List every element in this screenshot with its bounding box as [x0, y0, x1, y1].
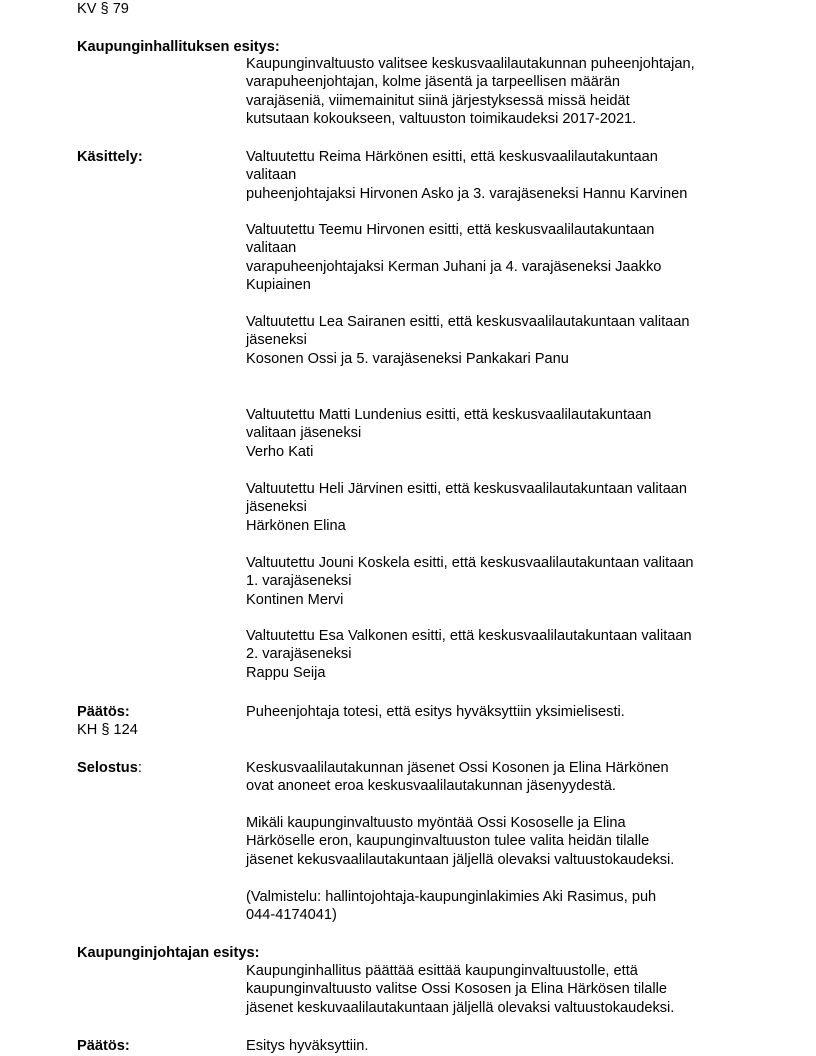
kh-section-ref: KH § 124: [77, 722, 138, 738]
kasittely-paragraph-4: [246, 406, 651, 461]
kasittely-paragraph-1: [246, 148, 687, 203]
text-line: valitaan: [246, 240, 297, 257]
selostus-label-text: Selostus: [77, 760, 138, 776]
kasittely-paragraph-3: [246, 313, 690, 368]
kasittely-paragraph-2: [246, 221, 661, 295]
kasittely-paragraph-5: [246, 480, 687, 535]
text-line: Valtuutettu Teemu Hirvonen esitti, että keskusvaalilautakuntaan: [246, 222, 655, 238]
text-line: Valtuutettu Heli Järvinen esitti, että keskusvaalilautakuntaan valitaan: [246, 481, 688, 497]
text-line: valitaan jäseneksi: [246, 425, 362, 442]
text-line: Härköselle eron, kaupunginvaltuuston tulee valita heidän tilalle: [246, 833, 650, 850]
paatos-2-text: Esitys hyväksyttiin.: [246, 1038, 369, 1054]
text-line: Valtuutettu Matti Lundenius esitti, että keskusvaalilautakuntaan: [246, 407, 652, 423]
text-line: varapuheenjohtajaksi Kerman Juhani ja 4. varajäseneksi Jaakko: [246, 258, 662, 275]
kj-proposal-text: [246, 962, 674, 1017]
selostus-colon: :: [137, 760, 142, 776]
text-line: jäsenet kekusvaalilautakuntaan jäljellä olevaksi valtuustokaudeksi.: [246, 851, 675, 868]
kasittely-paragraph-7: [246, 627, 692, 682]
text-line: jäseneksi: [246, 332, 307, 349]
text-line: Valtuutettu Esa Valkonen esitti, että keskusvaalilautakuntaan valitaan: [246, 628, 692, 644]
text-line: Valtuutettu Reima Härkönen esitti, että keskusvaalilautakuntaan: [246, 149, 658, 165]
kh-proposal-text: [246, 55, 695, 129]
kj-proposal-label: Kaupunginjohtajan esitys:: [77, 945, 260, 961]
kh-proposal-label: Kaupunginhallituksen esitys:: [77, 39, 280, 55]
paatos-1-label: Päätös:: [77, 704, 130, 720]
text-line: Keskusvaalilautakunnan jäsenet Ossi Kosonen ja Elina Härkönen: [246, 760, 669, 776]
text-line: Verho Kati: [246, 443, 314, 460]
text-line: Kontinen Mervi: [246, 591, 344, 608]
text-line: 1. varajäseneksi: [246, 573, 352, 590]
text-line: Kosonen Ossi ja 5. varajäseneksi Pankakari Panu: [246, 350, 569, 367]
text-line: 2. varajäseneksi: [246, 646, 352, 663]
kasittely-paragraph-6: [246, 554, 694, 609]
selostus-paragraph-2: [246, 814, 674, 869]
kv-section-ref: KV § 79: [77, 1, 129, 17]
text-line: puheenjohtajaksi Hirvonen Asko ja 3. varajäseneksi Hannu Karvinen: [246, 185, 688, 202]
text-line: kutsutaan kokoukseen, valtuuston toimikaudeksi 2017-2021.: [246, 111, 637, 128]
text-line: jäsenet keskuvaalilautakuntaan jäljellä olevaksi valtuustokaudeksi.: [246, 999, 675, 1016]
selostus-label: [77, 759, 142, 777]
paatos-1-text: Puheenjohtaja totesi, että esitys hyväksyttiin yksimielisesti.: [246, 704, 625, 720]
text-line: valitaan: [246, 167, 297, 184]
text-line: kaupunginvaltuusto valitse Ossi Kososen ja Elina Härkösen tilalle: [246, 981, 668, 998]
text-line: (Valmistelu: hallintojohtaja-kaupunginlakimies Aki Rasimus, puh: [246, 889, 657, 905]
selostus-paragraph-1: [246, 759, 669, 796]
kasittely-label: Käsittely:: [77, 149, 143, 165]
text-line: 044-4174041): [246, 907, 337, 924]
text-line: Kaupunginvaltuusto valitsee keskusvaalilautakunnan puheenjohtajan,: [246, 56, 695, 72]
paatos-2-label: Päätös:: [77, 1038, 130, 1054]
selostus-paragraph-3: [246, 888, 656, 925]
text-line: Valtuutettu Lea Sairanen esitti, että keskusvaalilautakuntaan valitaan: [246, 314, 690, 330]
text-line: varapuheenjohtajan, kolme jäsentä ja tarpeellisen määrän: [246, 74, 621, 91]
text-line: ovat anoneet eroa keskusvaalilautakunnan jäsenyydestä.: [246, 778, 616, 795]
text-line: Kupiainen: [246, 277, 311, 294]
text-line: Rappu Seija: [246, 664, 326, 681]
text-line: Härkönen Elina: [246, 517, 346, 534]
text-line: jäseneksi: [246, 499, 307, 516]
text-line: Valtuutettu Jouni Koskela esitti, että keskusvaalilautakuntaan valitaan: [246, 555, 694, 571]
text-line: Mikäli kaupunginvaltuusto myöntää Ossi Kososelle ja Elina: [246, 815, 626, 831]
text-line: varajäseniä, viimemainitut siinä järjestyksessä missä heidät: [246, 92, 630, 109]
text-line: Kaupunginhallitus päättää esittää kaupunginvaltuustolle, että: [246, 963, 638, 979]
